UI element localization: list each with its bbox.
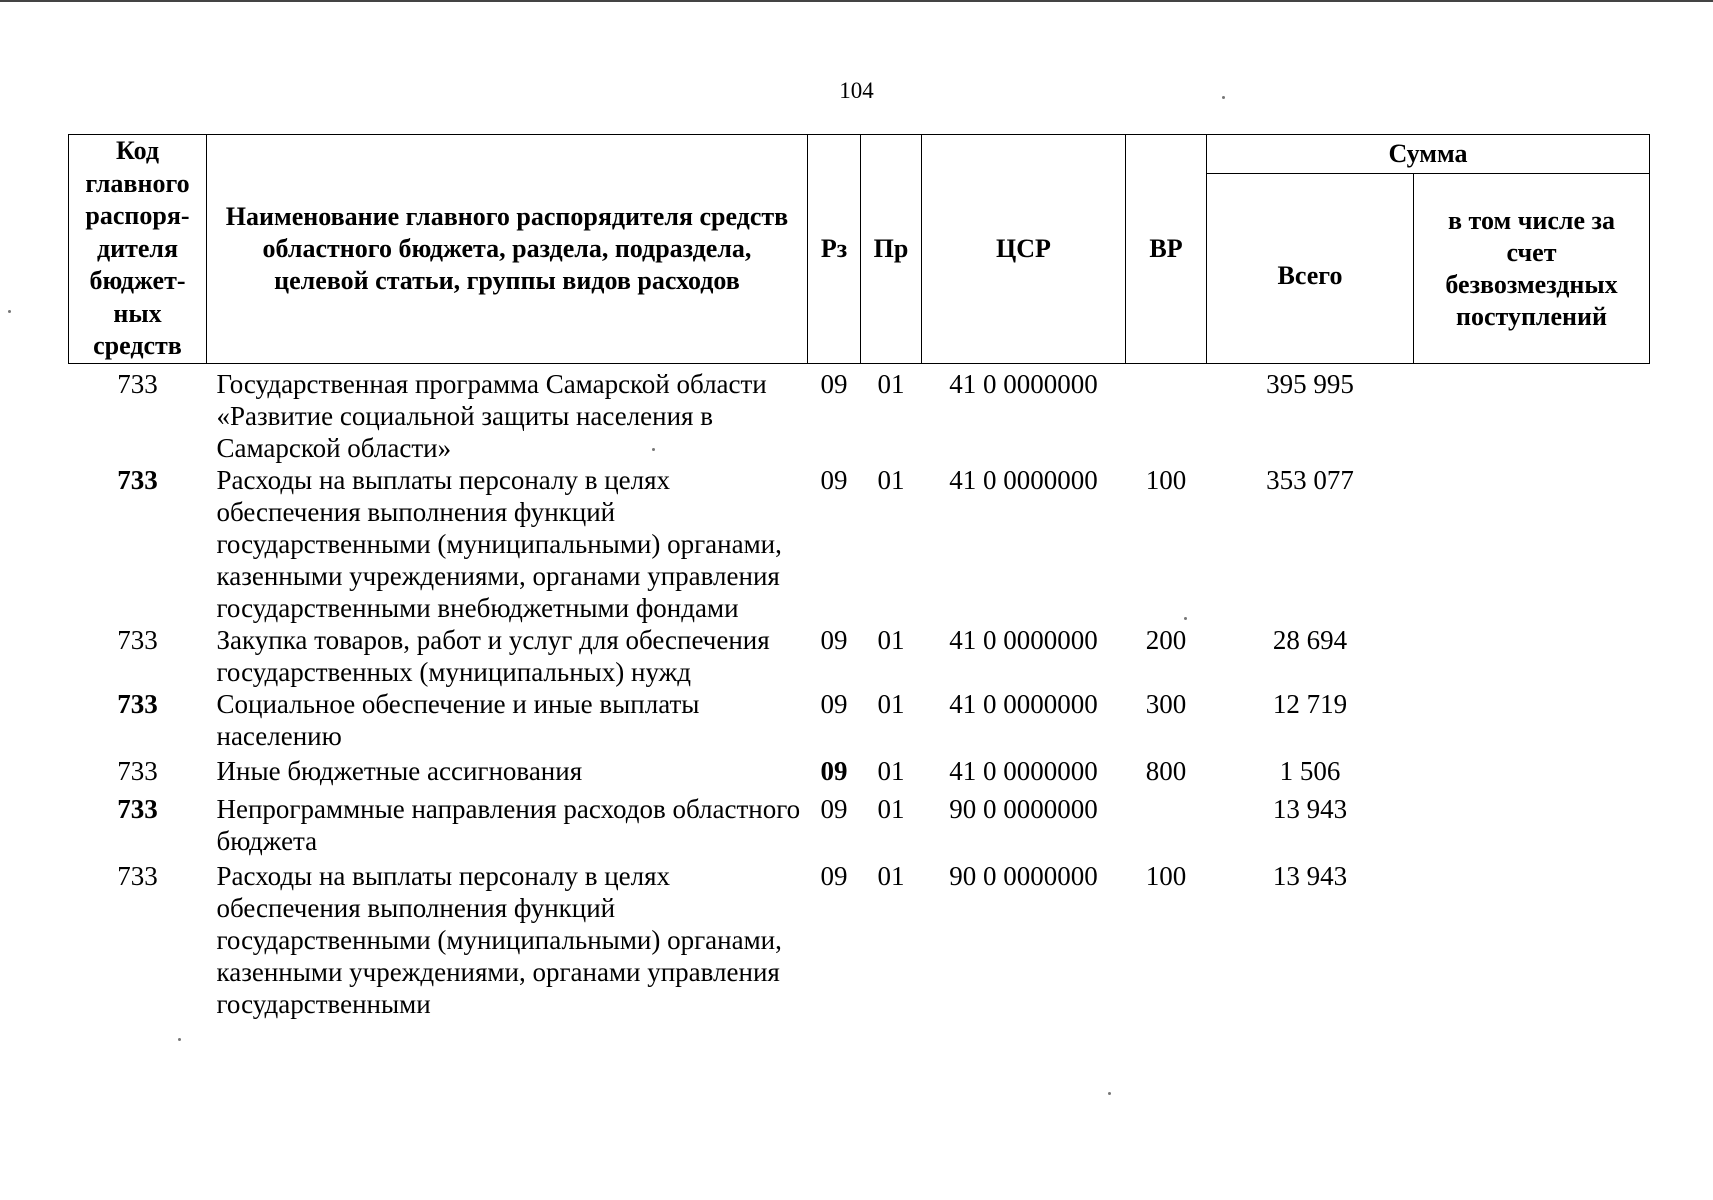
table-row	[69, 857, 1650, 1020]
cell-total: 353 077	[1266, 465, 1354, 495]
budget-table	[68, 134, 1650, 1020]
cell-rz: 09	[820, 369, 848, 399]
cell-name: Социальное обеспечение и иные выплаты населению	[216, 689, 700, 751]
header-code: Код главного распоря- дителя бюджет- ных средств	[69, 135, 207, 364]
cell-vr: 300	[1145, 689, 1187, 719]
cell-rz: 09	[820, 465, 848, 495]
cell-name: Непрограммные направления расходов областного бюджета	[216, 794, 801, 856]
cell-vr: 200	[1145, 625, 1187, 655]
header-grants: в том числе за счет безвозмездных поступлений	[1414, 174, 1650, 364]
cell-name: Закупка товаров, работ и услуг для обеспечения государственных (муниципальных) нужд	[216, 625, 770, 687]
cell-name: Государственная программа Самарской области «Развитие социальной защиты населения в Самарской области»	[216, 369, 767, 463]
cell-csr: 90 0 0000000	[949, 794, 1098, 824]
cell-csr: 41 0 0000000	[949, 689, 1098, 719]
cell-code: 733	[117, 756, 158, 786]
scan-speck	[8, 310, 11, 313]
table-body	[69, 364, 1650, 1021]
cell-csr: 41 0 0000000	[949, 369, 1098, 399]
cell-csr: 41 0 0000000	[949, 465, 1098, 495]
table-header	[69, 135, 1650, 364]
cell-grants	[1414, 857, 1650, 1020]
cell-pr: 01	[877, 465, 905, 495]
scan-speck	[1222, 96, 1225, 99]
table-row	[69, 752, 1650, 787]
table-row	[69, 688, 1650, 752]
cell-code: 733	[117, 861, 158, 891]
cell-name: Расходы на выплаты персоналу в целях обеспечения выполнения функций государственными (муниципальными) органами, казенными учреждениями, органами управления государственными	[216, 861, 782, 1019]
cell-grants	[1414, 464, 1650, 624]
table-row	[69, 464, 1650, 624]
cell-csr: 41 0 0000000	[949, 625, 1098, 655]
cell-pr: 01	[877, 794, 905, 824]
header-rz: Рз	[808, 135, 861, 364]
cell-csr: 90 0 0000000	[949, 861, 1098, 891]
header-sum: Сумма	[1207, 135, 1650, 174]
cell-rz: 09	[820, 689, 848, 719]
cell-code: 733	[117, 689, 158, 719]
cell-vr	[1126, 364, 1207, 465]
table-row	[69, 787, 1650, 857]
cell-grants	[1414, 624, 1650, 688]
header-name: Наименование главного распорядителя средств областного бюджета, раздела, подраздела, целевой статьи, группы видов расходов	[207, 135, 808, 364]
scan-speck	[1108, 1092, 1111, 1095]
header-total: Всего	[1207, 174, 1414, 364]
cell-grants	[1414, 688, 1650, 752]
cell-rz: 09	[820, 861, 848, 891]
cell-total: 13 943	[1272, 794, 1348, 824]
cell-grants	[1414, 364, 1650, 465]
header-csr: ЦСР	[922, 135, 1126, 364]
header-vr: ВР	[1126, 135, 1207, 364]
cell-name: Расходы на выплаты персоналу в целях обеспечения выполнения функций государственными (муниципальными) органами, казенными учреждениями, органами управления государственными внебюджетными фондами	[216, 465, 782, 623]
cell-total: 1 506	[1279, 756, 1341, 786]
cell-total: 12 719	[1272, 689, 1348, 719]
cell-pr: 01	[877, 369, 905, 399]
top-rule	[0, 0, 1713, 2]
cell-vr: 100	[1145, 861, 1187, 891]
cell-rz: 09	[820, 625, 848, 655]
scan-speck	[1184, 617, 1187, 620]
cell-pr: 01	[877, 689, 905, 719]
cell-code: 733	[117, 369, 158, 399]
cell-csr: 41 0 0000000	[949, 756, 1098, 786]
cell-grants	[1414, 787, 1650, 857]
cell-pr: 01	[877, 625, 905, 655]
cell-code: 733	[117, 794, 158, 824]
page-number: 104	[839, 78, 874, 103]
cell-grants	[1414, 752, 1650, 787]
scan-speck	[652, 448, 655, 451]
cell-total: 28 694	[1272, 625, 1348, 655]
cell-vr: 100	[1145, 465, 1187, 495]
table-row	[69, 364, 1650, 465]
cell-code: 733	[117, 625, 158, 655]
table-row	[69, 624, 1650, 688]
cell-pr: 01	[877, 756, 905, 786]
cell-code: 733	[117, 465, 158, 495]
cell-pr: 01	[877, 861, 905, 891]
cell-rz: 09	[820, 756, 848, 786]
cell-name: Иные бюджетные ассигнования	[216, 756, 583, 786]
cell-total: 13 943	[1272, 861, 1348, 891]
cell-rz: 09	[820, 794, 848, 824]
cell-total: 395 995	[1266, 369, 1354, 399]
header-pr: Пр	[861, 135, 922, 364]
scan-speck	[178, 1038, 181, 1041]
cell-vr: 800	[1145, 756, 1187, 786]
cell-vr	[1126, 787, 1207, 857]
